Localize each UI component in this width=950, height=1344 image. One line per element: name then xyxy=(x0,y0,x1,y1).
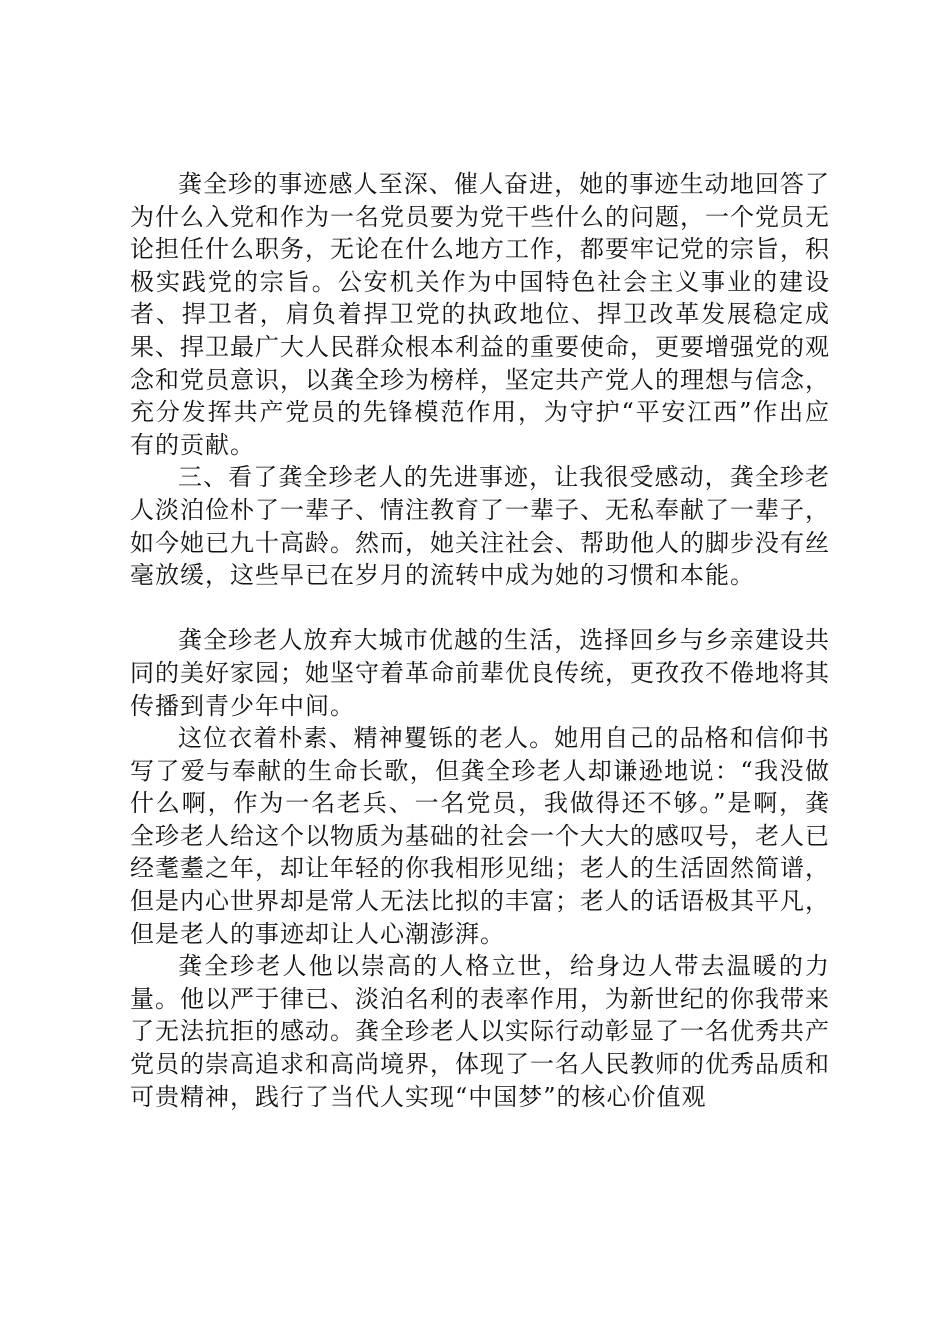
paragraph-gap xyxy=(130,592,830,625)
paragraph-4: 这位衣着朴素、精神矍铄的老人。她用自己的品格和信仰书写了爱与奉献的生命长歌，但龚全珍老人却谦逊地说：“我没做什么啊，作为一名老兵、一名党员，我做得还不够。”是啊，龚全珍老人给这个以物质为基础的社会一个大大的感叹号，老人已经耄耋之年，却让年轻的你我相形见绌；老人的生活固然简谱，但是内心世界却是常人无法比拟的丰富；老人的话语极其平凡，但是老人的事迹却让人心潮澎湃。 xyxy=(130,724,830,948)
paragraph-3: 龚全珍老人放弃大城市优越的生活，选择回乡与乡亲建设共同的美好家园；她坚守着革命前辈优良传统，更孜孜不倦地将其传播到青少年中间。 xyxy=(130,626,830,720)
paragraph-1: 龚全珍的事迹感人至深、催人奋进，她的事迹生动地回答了为什么入党和作为一名党员要为党干些什么的问题，一个党员无论担任什么职务，无论在什么地方工作，都要牢记党的宗旨，积极实践党的宗旨。公安机关作为中国特色社会主义事业的建设者、捍卫者，肩负着捍卫党的执政地位、捍卫改革发展稳定成果、捍卫最广大人民群众根本利益的重要使命，更要增强党的观念和党员意识，以龚全珍为榜样，坚定共产党人的理想与信念，充分发挥共产党员的先锋模范作用，为守护“平安江西”作出应有的贡献。 xyxy=(130,170,830,459)
document-body xyxy=(130,168,830,1113)
paragraph-2: 三、看了龚全珍老人的先进事迹，让我很受感动，龚全珍老人淡泊俭朴了一辈子、情注教育了一辈子、无私奉献了一辈子，如今她已九十高龄。然而，她关注社会、帮助他人的脚步没有丝毫放缓，这些早已在岁月的流转中成为她的习惯和本能。 xyxy=(130,463,830,590)
paragraph-5: 龚全珍老人他以崇高的人格立世，给身边人带去温暖的力量。他以严于律已、淡泊名利的表率作用，为新世纪的你我带来了无法抗拒的感动。龚全珍老人以实际行动彰显了一名优秀共产党员的崇高追求和高尚境界，体现了一名人民教师的优秀品质和可贵精神，践行了当代人实现“中国梦”的核心价值观 xyxy=(130,952,830,1111)
